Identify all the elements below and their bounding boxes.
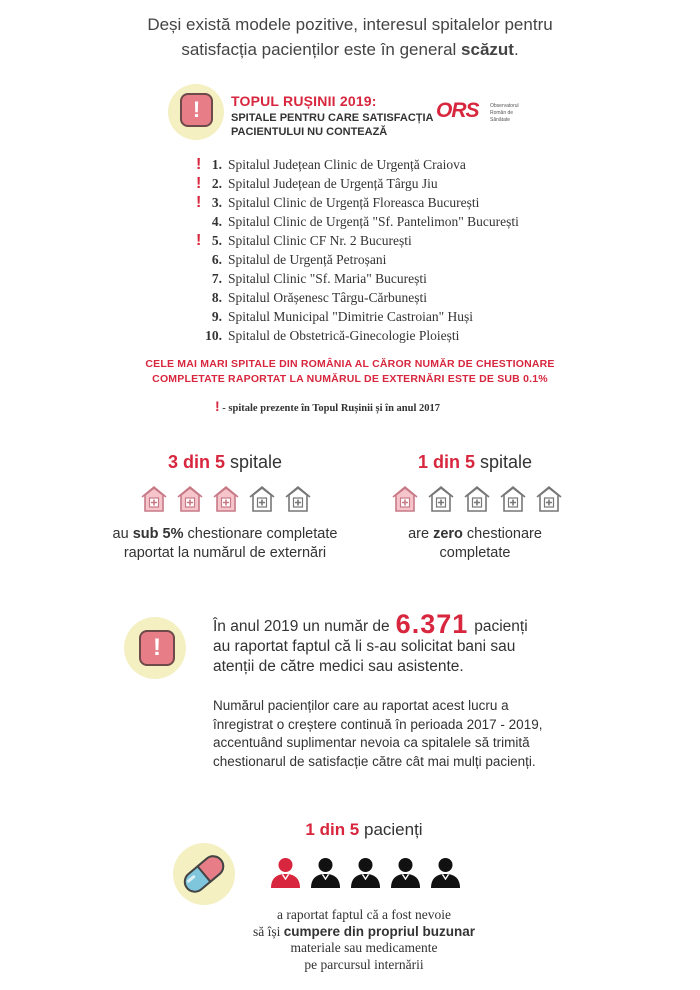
patients-icons <box>270 857 461 889</box>
bribe-post: pacienți <box>474 618 528 635</box>
hospital-name: Spitalul de Urgență Petroșani <box>228 252 387 267</box>
list-item <box>196 250 616 269</box>
stat-1-desc-bold: sub 5% <box>132 526 184 542</box>
rank-number: 1. <box>211 157 222 172</box>
trend-line-4: chestionarul de satisfacție către cât mai mulți pacienți. <box>213 753 536 769</box>
stat-2-description <box>345 525 605 563</box>
ors-caption-line-1: Observatorul <box>490 103 519 109</box>
stat-1-desc-line-1 <box>95 525 355 544</box>
stat-1-desc-pre: au <box>112 526 133 542</box>
person-icon-highlighted <box>270 857 301 889</box>
stat-2-desc-post: chestionare <box>462 526 542 542</box>
patients-line-2-bold: cumpere din propriul buzunar <box>283 923 476 939</box>
rank-number: 2. <box>211 176 222 191</box>
stat-2-unit: spitale <box>474 452 533 472</box>
top-subtitle-line-2: PACIENTULUI NU CONTEAZĂ <box>231 126 388 138</box>
ors-logo-caption <box>490 103 540 124</box>
legend-mark: ! <box>215 398 220 414</box>
rank-number: 3. <box>211 195 222 210</box>
hospital-icon <box>283 484 313 514</box>
hospital-name: Spitalul Clinic de Urgență Floreasca București <box>228 195 480 210</box>
trend-line-2: înregistrat o creștere continuă în perioada 2017 - 2019, <box>213 716 543 732</box>
stat-1-heading <box>110 452 340 473</box>
rank-number: 10. <box>205 328 222 343</box>
rank-number: 4. <box>211 214 222 229</box>
list-item <box>196 231 616 250</box>
stat-1-desc-post: chestionare completate <box>183 526 338 542</box>
list-item <box>196 326 616 345</box>
patients-line-3: materiale sau medicamente <box>290 940 438 955</box>
stat-2-desc-bold: zero <box>433 526 463 542</box>
hospital-icon <box>462 484 492 514</box>
ranking-note-line-2: COMPLETATE RAPORTAT LA NUMĂRUL DE EXTERNĂRI ESTE DE SUB 0.1% <box>152 373 548 385</box>
hospital-icon <box>534 484 564 514</box>
hospital-name: Spitalul Orășenesc Târgu-Cărbunești <box>228 290 427 305</box>
stat-2-count: 1 din 5 <box>417 452 475 472</box>
patients-line-2-pre: să își <box>252 923 284 939</box>
trend-line-3: accentuând suplimentar nevoia ca spitalele să trimită <box>213 735 530 750</box>
hospital-name: Spitalul de Obstetrică-Ginecologie Ploiești <box>228 328 460 343</box>
list-item <box>196 288 616 307</box>
stat-1-description <box>95 525 355 563</box>
patients-count: 1 din 5 <box>305 820 360 839</box>
patients-line-1: a raportat faptul că a fost nevoie <box>277 907 451 922</box>
bribe-line-3: atenții de către medici sau asistente. <box>213 658 464 675</box>
hospital-icon <box>498 484 528 514</box>
person-icon <box>350 857 381 889</box>
hospital-ranking-list <box>196 155 616 345</box>
hospital-icon-highlighted <box>211 484 241 514</box>
stat-2-heading <box>360 452 590 473</box>
ors-caption-line-3: Sănătate <box>490 117 511 123</box>
hospital-name: Spitalul Clinic CF Nr. 2 București <box>228 233 412 248</box>
intro-line-2-text: satisfacția pacienților este în general <box>181 40 462 59</box>
person-icon <box>390 857 421 889</box>
repeat-mark: ! <box>196 156 202 173</box>
stat-1-desc-line-2: raportat la numărul de externări <box>123 545 327 561</box>
top-alert-icon <box>180 93 213 127</box>
stat-2-desc-line-2: completate <box>439 545 511 561</box>
hospital-name: Spitalul Clinic "Sf. Maria" București <box>228 271 427 286</box>
list-item <box>196 269 616 288</box>
ranking-note <box>0 357 700 387</box>
top-alert-exclamation: ! <box>192 97 201 122</box>
intro-text <box>0 12 700 62</box>
person-icon <box>430 857 461 889</box>
hospital-icon-highlighted <box>175 484 205 514</box>
patients-heading <box>0 820 700 840</box>
stat-2-desc-line-1 <box>345 525 605 544</box>
bribe-number: 6.371 <box>395 609 469 639</box>
legend-text: - spitale prezente în Topul Rușinii și în anul 2017 <box>219 403 441 414</box>
rank-number: 5. <box>211 233 222 248</box>
bribe-statement <box>213 609 593 677</box>
bribe-trend-paragraph <box>213 697 593 771</box>
stat-2-hospital-icons <box>390 484 564 514</box>
intro-period: . <box>513 40 519 59</box>
list-item <box>196 212 616 231</box>
stat-1-hospital-icons <box>139 484 313 514</box>
intro-line-2 <box>0 37 700 62</box>
legend <box>215 398 440 414</box>
hospital-name: Spitalul Clinic de Urgență "Sf. Pantelimon" București <box>228 214 519 229</box>
stat-1-unit: spitale <box>224 452 283 472</box>
ranking-note-line-1: CELE MAI MARI SPITALE DIN ROMÂNIA AL CĂROR NUMĂR DE CHESTIONARE <box>145 358 555 370</box>
patients-line-2 <box>28 924 700 941</box>
rank-number: 6. <box>211 252 222 267</box>
hospital-icon <box>426 484 456 514</box>
bribe-pre: În anul 2019 un număr de <box>213 618 390 635</box>
patients-line-4: pe parcursul internării <box>304 956 424 972</box>
bribe-alert-icon <box>139 630 175 666</box>
repeat-mark: ! <box>196 194 202 211</box>
list-item <box>196 193 616 212</box>
ors-logo-text: ORS <box>436 99 479 122</box>
top-subtitle <box>231 111 441 139</box>
ors-caption-line-2: Român de <box>490 110 514 116</box>
patients-description <box>0 907 700 973</box>
pill-badge <box>172 842 236 906</box>
hospital-name: Spitalul Județean de Urgență Târgu Jiu <box>228 176 438 191</box>
rank-number: 7. <box>211 271 222 286</box>
list-item <box>196 155 616 174</box>
bribe-line-2: au raportat faptul că li s-au solicitat bani sau <box>213 638 516 655</box>
top-subtitle-line-1: SPITALE PENTRU CARE SATISFACȚIA <box>231 112 434 124</box>
hospital-icon <box>247 484 277 514</box>
hospital-name: Spitalul Municipal "Dimitrie Castroian" Huși <box>228 309 473 324</box>
bribe-line-1 <box>213 609 593 639</box>
person-icon <box>310 857 341 889</box>
top-title: TOPUL RUȘINII 2019: <box>231 93 377 109</box>
rank-number: 8. <box>211 290 222 305</box>
repeat-mark: ! <box>196 175 202 192</box>
hospital-name: Spitalul Județean Clinic de Urgență Craiova <box>228 157 466 172</box>
hospital-icon-highlighted <box>139 484 169 514</box>
stat-1-count: 3 din 5 <box>167 452 225 472</box>
pill-icon <box>172 842 236 906</box>
intro-bold-word: scăzut <box>461 40 514 59</box>
rank-number: 9. <box>211 309 222 324</box>
list-item <box>196 307 616 326</box>
bribe-alert-exclamation: ! <box>153 634 161 661</box>
repeat-mark: ! <box>196 232 202 249</box>
patients-unit: pacienți <box>359 820 423 839</box>
hospital-icon-highlighted <box>390 484 420 514</box>
intro-line-1: Deși există modele pozitive, interesul spitalelor pentru <box>147 15 553 34</box>
trend-line-1: Numărul pacienților care au raportat acest lucru a <box>213 698 509 713</box>
stat-2-desc-pre: are <box>408 526 434 542</box>
list-item <box>196 174 616 193</box>
